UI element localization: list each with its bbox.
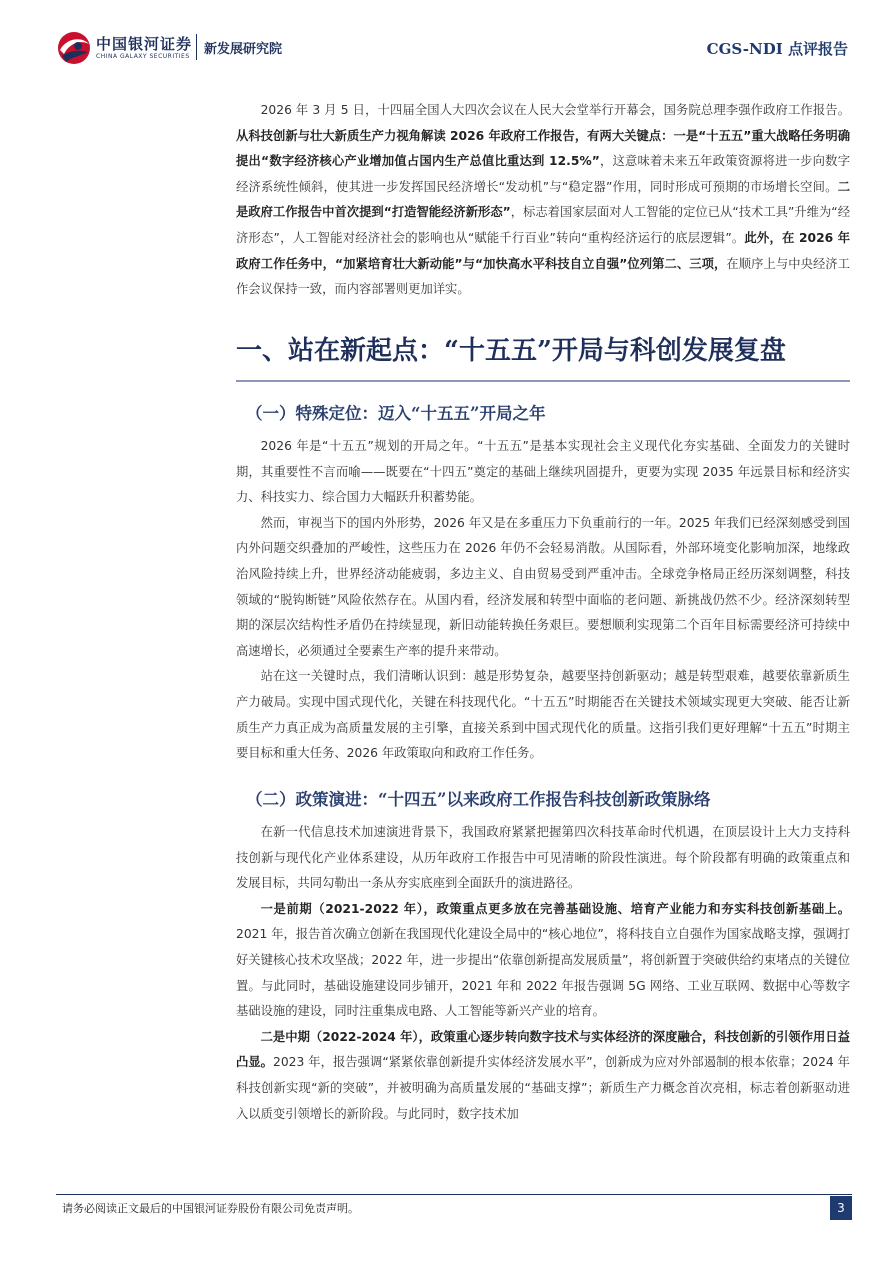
subsection-1-title: （一）特殊定位：迈入“十五五”开局之年	[246, 404, 546, 423]
early-phase-key-point: 一是前期（2021-2022 年），政策重点更多放在完善基础设施、培育产业能力和夯实科技创新基础上。	[260, 901, 850, 916]
subsection-2-title: （二）政策演进：“十四五”以来政府工作报告科技创新政策脉络	[246, 790, 711, 809]
footer-divider	[56, 1194, 852, 1195]
intro-paragraph	[236, 98, 850, 303]
page-number: 3	[830, 1196, 852, 1220]
subsection-2-paragraph-3	[236, 1025, 850, 1127]
brand-name-cn: 中国银河证券	[96, 35, 193, 53]
subsection-2-paragraph-1: 在新一代信息技术加速演进背景下，我国政府紧紧把握第四次科技革命时代机遇，在顶层设计上大力支持科技创新与现代化产业体系建设，从历年政府工作报告中可见清晰的阶段性演进。每个阶段都有明确的政策重点和发展目标，共同勾勒出一条从夯实底座到全面跃升的演进路径。	[236, 825, 850, 891]
intro-section	[236, 98, 850, 303]
subsection-1-paragraph-2: 然而，审视当下的国内外形势，2026 年又是在多重压力下负重前行的一年。2025 年我们已经深刻感受到国内外问题交织叠加的严峻性，这些压力在 2026 年仍不会轻易消散。从国际看，外部环境变化影响加深，地缘政治风险持续上升，世界经济动能疲弱，多边主义、自由贸易受到严重冲击。全球竞争格局正经历深刻调整，科技领域的“脱钩断链”风险依然存在。从国内看，经济发展和转型中面临的老问题、新挑战仍然不少。经济深刻转型期的深层次结构性矛盾仍在持续显现，新旧动能转换任务艰巨。要想顺利实现第二个百年目标需要经济可持续中高速增长，必须通过全要素生产率的提升来带动。	[236, 515, 850, 658]
intro-key-point-1: 从科技创新与壮大新质生产力视角解读 2026 年政府工作报告，有两大关键点：一是“十五五”重大战略任务明确提出“数字经济核心产业增加值占国内生产总值比重达到 12.5%”	[236, 128, 850, 169]
subsection-1-paragraph-1: 2026 年是“十五五”规划的开局之年。“十五五”是基本实现社会主义现代化夯实基础、全面发力的关键时期，其重要性不言而喻——既要在“十四五”奠定的基础上继续巩固提升，更要为实现 2035 年远景目标和经济实力、科技实力、综合国力大幅跃升积蓄势能。	[236, 439, 850, 505]
section-divider	[236, 380, 850, 382]
report-type: CGS-NDI 点评报告	[706, 40, 848, 58]
early-phase-text: 2021 年，报告首次确立创新在我国现代化建设全局中的“核心地位”，将科技自立自强作为国家战略支撑，强调打好关键核心技术攻坚战；2022 年，进一步提出“依靠创新提高发展质量”，将创新置于突破供给约束堵点的关键位置。与此同时，基础设施建设同步铺开，2021 年和 2022 年报告强调 5G 网络、工业互联网、数据中心等数字基础设施的建设，同时注重集成电路、人工智能等新兴产业的培育。	[236, 927, 850, 1019]
mid-phase-text: 2023 年，报告强调“紧紧依靠创新提升实体经济发展水平”，创新成为应对外部遏制的根本依靠；2024 年科技创新实现“新的突破”，并被明确为高质量发展的“基础支撑”；新质生产力概念首次亮相，标志着创新驱动进入以质变引领增长的新阶段。与此同时，数字技术加	[236, 1055, 850, 1121]
subsection-2-paragraph-2	[236, 897, 850, 1025]
galaxy-logo-icon	[56, 30, 92, 66]
footer-disclaimer: 请务必阅读正文最后的中国银河证券股份有限公司免责声明。	[62, 1202, 359, 1215]
intro-text-4: 在顺序上与中央经济工作会议保持一致，而内容部署则更加详实。	[236, 256, 850, 297]
intro-text-1: 2026 年 3 月 5 日，十四届全国人大四次会议在人民大会堂举行开幕会，国务院总理李强作政府工作报告。	[260, 103, 850, 117]
brand-name-en: CHINA GALAXY SECURITIES	[96, 53, 190, 60]
subsection-2	[236, 786, 850, 1127]
institute-name: 新发展研究院	[204, 42, 283, 57]
intro-text-3: ，标志着国家层面对人工智能的定位已从“技术工具”升维为“经济形态”，人工智能对经济社会的影响也从“赋能千行百业”转向“重构经济运行的底层逻辑”。	[236, 205, 850, 245]
page-header	[0, 0, 892, 90]
intro-text-2: ，这意味着未来五年政策资源将进一步向数字经济系统性倾斜，使其进一步发挥国民经济增长“发动机”与“稳定器”作用，同时形成可预期的市场增长空间。	[236, 154, 850, 194]
section-title: 一、站在新起点：“十五五”开局与科创发展复盘	[236, 336, 786, 366]
subsection-1-paragraph-3: 站在这一关键时点，我们清晰认识到：越是形势复杂，越要坚持创新驱动；越是转型艰难，越要依靠新质生产力破局。实现中国式现代化，关键在科技现代化。“十五五”时期能否在关键技术领域实现更大突破、能否让新质生产力真正成为高质量发展的主引擎，直接关系到中国式现代化的质量。这指引我们更好理解“十五五”时期主要目标和重大任务、2026 年政策取向和政府工作任务。	[236, 669, 850, 761]
subsection-1	[236, 400, 850, 767]
intro-key-point-3: 此外，在 2026 年政府工作任务中，“加紧培育壮大新动能”与“加快高水平科技自立自强”位列第二、三项，	[236, 230, 850, 271]
brand-divider	[196, 34, 197, 60]
intro-key-point-2: 二是政府工作报告中首次提到“打造智能经济新形态”	[236, 179, 850, 220]
mid-phase-key-point: 二是中期（2022-2024 年），政策重心逐步转向数字技术与实体经济的深度融合，科技创新的引领作用日益凸显。	[236, 1029, 850, 1070]
